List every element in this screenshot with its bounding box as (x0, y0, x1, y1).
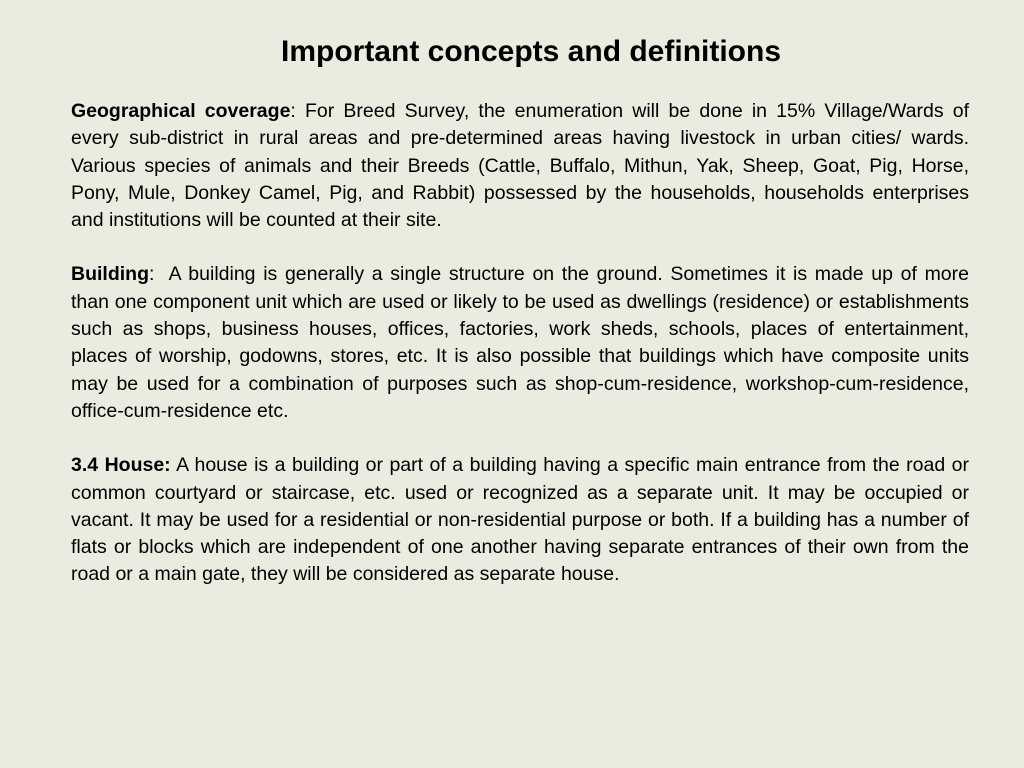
definition-house (71, 452, 969, 588)
definition-text: A house is a building or part of a building having a specific main entrance from the road or common courtyard or staircase, etc. used or recognized as a separate unit. It may be occupied or vacant. It may be used for a residential or non-residential purpose or both. If a building has a number of flats or blocks which are independent of one another having separate entrances of their own from the road or a main gate, they will be considered as separate house. (71, 454, 969, 586)
definition-separator: : (148, 263, 155, 286)
slide-title: Important concepts and definitions (280, 35, 782, 68)
definition-geographical-coverage (71, 98, 969, 234)
definition-text: A building is generally a single structure on the ground. Sometimes it is made up of more than one component unit which are used or likely to be used as dwellings (residence) or establishments such as shops, business houses, offices, factories, work sheds, schools, places of entertainment, places of worship, godowns, stores, etc. It is also possible that buildings which have composite units may be used for a combination of purposes such as shop-cum-residence, workshop-cum-residence, office-cum-residence etc. (71, 263, 975, 422)
definition-text: For Breed Survey, the enumeration will be done in 15% Village/Wards of every sub-district in rural areas and pre-determined areas having livestock in urban cities/ wards. Various species of animals and their Breeds (Cattle, Buffalo, Mithun, Yak, Sheep, Goat, Pig, Horse, Pony, Mule, Donkey Camel, Pig, and Rabbit) possessed by the households, households enterprises and institutions will be counted at their site. (71, 100, 970, 232)
definition-term: Geographical coverage (71, 100, 291, 122)
definition-separator: : (290, 100, 296, 122)
definition-term: 3.4 House: (71, 454, 171, 477)
definition-building (71, 261, 975, 425)
definition-term: Building (71, 263, 149, 286)
